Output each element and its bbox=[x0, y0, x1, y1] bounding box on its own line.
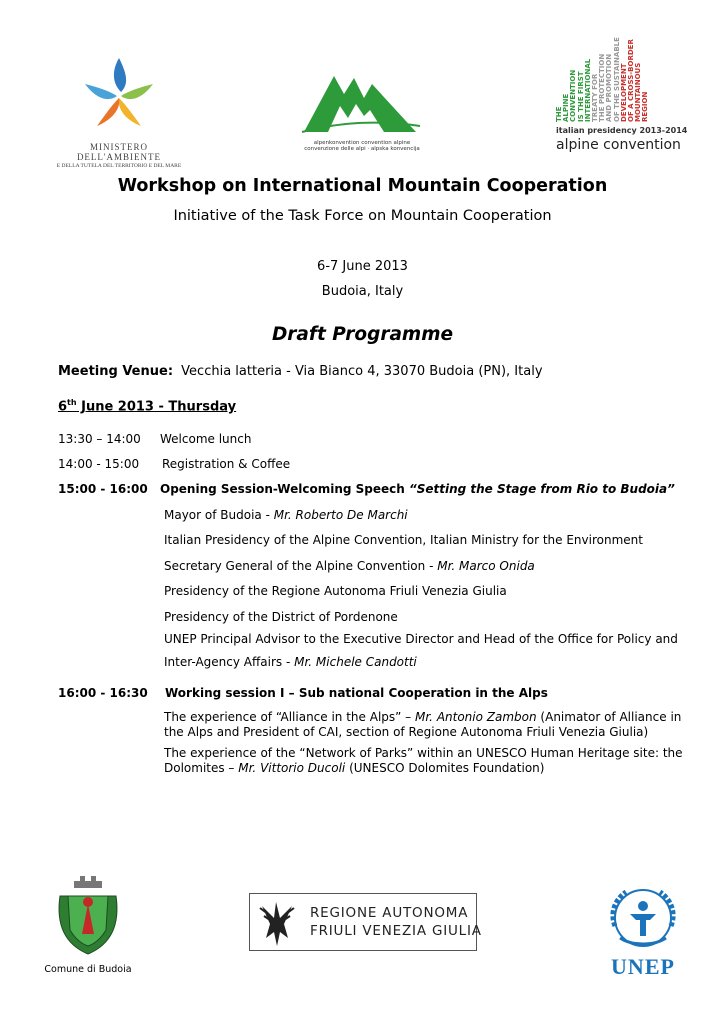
session-1-paragraph-2: The experience of the “Network of Parks” within an UNESCO Human Heritage site: the Dolomites – Mr. Vittorio Ducoli (UNESCO Dolomites Foundation) bbox=[164, 746, 683, 775]
item-label: Registration & Coffee bbox=[162, 457, 291, 471]
opening-label: Opening Session-Welcoming Speech bbox=[160, 482, 409, 496]
presidency-logo bbox=[555, 26, 688, 156]
budoia-logo bbox=[40, 874, 136, 974]
ministry-logo bbox=[48, 52, 190, 169]
opening-quote: “Setting the Stage from Rio to Budoia” bbox=[409, 482, 675, 496]
unep-emblem-icon bbox=[600, 886, 686, 950]
programme-item bbox=[58, 432, 251, 446]
ministry-star-icon bbox=[48, 52, 190, 134]
document-subtitle: Initiative of the Task Force on Mountain Cooperation bbox=[173, 208, 552, 224]
item-time: 14:00 - 15:00 bbox=[58, 457, 140, 471]
alpine-convention-logo bbox=[298, 70, 426, 158]
speaker-line: UNEP Principal Advisor to the Executive Director and Head of the Office for Policy and bbox=[164, 632, 678, 646]
unep-label: UNEP bbox=[611, 954, 675, 979]
unep-logo bbox=[600, 886, 686, 978]
draft-heading: Draft Programme bbox=[271, 324, 454, 345]
budoia-caption: Comune di Budoia bbox=[44, 964, 132, 975]
item-label: Welcome lunch bbox=[160, 432, 252, 446]
session-1-paragraph-1: The experience of “Alliance in the Alps” – Mr. Antonio Zambon (Animator of Alliance in the Alps and President of CAI, section of Regione Autonoma Friuli Venezia Giulia) bbox=[164, 710, 682, 739]
event-place: Budoia, Italy bbox=[321, 284, 404, 299]
venue-label: Meeting Venue: bbox=[58, 364, 174, 379]
presidency-line-2: alpine convention bbox=[556, 137, 681, 153]
presidency-line-1: italian presidency 2013-2014 bbox=[556, 126, 688, 135]
speaker-line: Inter-Agency Affairs - Mr. Michele Candotti bbox=[164, 655, 417, 669]
regione-name-2: FRIULI VENEZIA GIULIA bbox=[310, 923, 482, 939]
opening-time: 15:00 - 16:00 bbox=[58, 482, 148, 496]
speaker-line: Mayor of Budoia - Mr. Roberto De Marchi bbox=[164, 508, 408, 522]
alpine-caption-1: alpenkonvention convention alpine bbox=[313, 140, 411, 146]
session-1-row bbox=[58, 686, 548, 700]
ministry-name: MINISTERO DELL'AMBIENTE bbox=[76, 142, 162, 162]
venue-value: Vecchia latteria - Via Bianco 4, 33070 Budoia (PN), Italy bbox=[181, 364, 543, 379]
meeting-venue bbox=[58, 364, 543, 379]
budoia-coat-of-arms-icon bbox=[40, 874, 136, 958]
opening-session-row bbox=[58, 482, 675, 496]
ministry-subname: E DELLA TUTELA DEL TERRITORIO E DEL MARE bbox=[56, 163, 182, 169]
speaker-line: Presidency of the Regione Autonoma Friuli Venezia Giulia bbox=[164, 584, 507, 598]
speaker-line: Italian Presidency of the Alpine Convention, Italian Ministry for the Environment bbox=[164, 533, 643, 547]
session-1-time: 16:00 - 16:30 bbox=[58, 686, 148, 700]
alpine-mountain-icon bbox=[298, 70, 426, 134]
speaker-line: Secretary General of the Alpine Convention - Mr. Marco Onida bbox=[164, 559, 535, 573]
item-time: 13:30 – 14:00 bbox=[58, 432, 141, 446]
presidency-vertical-text: THE ALPINE CONVENTION IS THE FIRST INTERNATIONAL TREATY FOR THE PROTECTION AND PROMOTION OF THE SUSTAINABLE DEVELOPMENT OF A CROSS-BORDER MOUNTAINOUS REGION bbox=[555, 37, 650, 122]
session-1-label: Working session I – Sub national Cooperation in the Alps bbox=[165, 686, 548, 700]
regione-name-1: REGIONE AUTONOMA bbox=[310, 905, 469, 921]
regione-eagle-icon bbox=[254, 896, 300, 950]
regione-logo bbox=[249, 893, 482, 951]
alpine-caption-2: convenzione delle alpi · alpska konvencija bbox=[304, 146, 420, 152]
speaker-line: Presidency of the District of Pordenone bbox=[164, 610, 398, 624]
day-heading: 6th June 2013 - Thursday bbox=[58, 398, 237, 415]
event-dates: 6-7 June 2013 bbox=[317, 259, 408, 274]
document-title: Workshop on International Mountain Cooperation bbox=[117, 176, 608, 196]
programme-item bbox=[58, 457, 290, 471]
